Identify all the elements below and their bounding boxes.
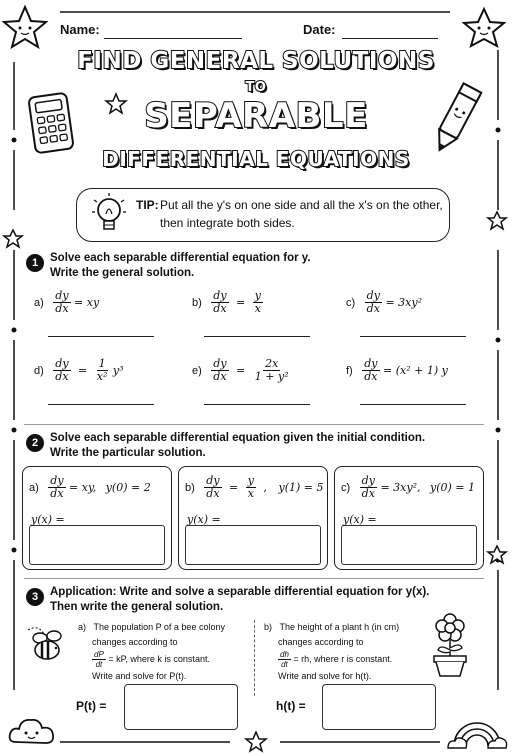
star-icon [462, 6, 506, 50]
answer-box-2a[interactable] [29, 525, 165, 565]
calculator-icon [28, 92, 76, 156]
lightbulb-icon [88, 190, 130, 240]
app-b-text: b) The height of a plant h (in cm) changes according to $\frac{dh}{dt}$ = rh, where r is constant. Write and solve for h(t). [264, 622, 400, 681]
pencil-icon [428, 78, 484, 160]
problem-1c: c) $\frac{dy}{dx}$ = 3xy² [346, 289, 422, 315]
answer-label-2c: y(x) = [343, 513, 377, 526]
tip-line-2: then integrate both sides. [160, 216, 295, 230]
date-label: Date: [303, 22, 336, 37]
section-3-number: 3 [26, 588, 44, 606]
problem-2c-card [334, 466, 484, 570]
answer-line-1e[interactable] [204, 404, 310, 405]
answer-box-3b[interactable] [322, 684, 436, 730]
answer-line-1c[interactable] [360, 336, 466, 337]
answer-box-2b[interactable] [185, 525, 321, 565]
answer-box-3a[interactable] [124, 684, 238, 730]
section-divider [24, 578, 484, 579]
name-field[interactable] [104, 38, 242, 39]
problem-1d: d) $\frac{dy}{dx}$ = $\frac{1}{\text{x²}}$ y³ [34, 357, 124, 383]
title-line-1: FIND GENERAL SOLUTIONS [77, 48, 435, 74]
flower-pot-icon [426, 612, 474, 678]
answer-label-2b: y(x) = [187, 513, 221, 526]
section-2-number: 2 [26, 434, 44, 452]
problem-1b: b) $\frac{dy}{dx}$ = $\frac{y}{x}$ [192, 289, 261, 315]
cloud-icon [6, 712, 58, 750]
name-label: Name: [60, 22, 100, 37]
section-1-title-line-2: Write the general solution. [50, 267, 195, 279]
app-a-text: a) The population P of a bee colony changes according to $\frac{dP}{dt}$ = kP, where k is constant. Write and solve for P(t). [78, 622, 225, 681]
section-1-number: 1 [26, 254, 44, 272]
problem-2a: a) $\frac{dy}{dx}$ = xy, y(0) = 2 [29, 474, 151, 500]
problem-1e: e) $\frac{dy}{dx}$ = $\frac{2x}{\text{1 + y²}}$ [192, 357, 289, 383]
star-icon [2, 228, 24, 250]
date-field[interactable] [342, 38, 438, 39]
rainbow-icon [446, 708, 508, 752]
section-3-title-line-2: Then write the general solution. [50, 601, 224, 613]
section-2-title-line-1: Solve each separable differential equation given the initial condition. [50, 432, 426, 444]
star-icon [486, 544, 508, 566]
section-3-title-line-1: Application: Write and solve a separable differential equation for y(x). [50, 586, 430, 598]
answer-line-1b[interactable] [204, 336, 310, 337]
answer-line-1d[interactable] [48, 404, 154, 405]
title-line-4: DIFFERENTIAL EQUATIONS [102, 147, 410, 171]
title-line-2: TO [245, 80, 267, 95]
tip-label: TIP: [136, 198, 159, 212]
section-divider [24, 424, 484, 425]
problem-2a-card [22, 466, 172, 570]
title-line-3: SEPARABLE [144, 96, 368, 136]
answer-label-2a: y(x) = [31, 513, 65, 526]
star-icon [486, 210, 508, 232]
answer-label-3a: P(t) = [76, 699, 107, 713]
answer-box-2c[interactable] [341, 525, 477, 565]
answer-label-3b: h(t) = [276, 699, 306, 713]
section-1-title-line-1: Solve each separable differential equation for y. [50, 252, 311, 264]
bee-icon [24, 620, 72, 668]
problem-2c: c) $\frac{dy}{dx}$ = 3xy², y(0) = 1 [341, 474, 475, 500]
answer-line-1f[interactable] [360, 404, 466, 405]
problem-1f: f) $\frac{dy}{dx}$ = (x² + 1) y [346, 357, 448, 383]
star-icon [2, 4, 48, 50]
problem-1a: a) $\frac{dy}{dx}$ = xy [34, 289, 100, 315]
section-2-title-line-2: Write the particular solution. [50, 447, 206, 459]
vertical-divider [254, 620, 255, 696]
answer-line-1a[interactable] [48, 336, 154, 337]
problem-2b-card [178, 466, 328, 570]
problem-2b: b) $\frac{dy}{dx}$ = $\frac{y}{x}$ , y(1) = 5 [185, 474, 324, 500]
tip-line-1: Put all the y's on one side and all the x's on the other, [160, 198, 443, 212]
star-icon [244, 730, 268, 754]
